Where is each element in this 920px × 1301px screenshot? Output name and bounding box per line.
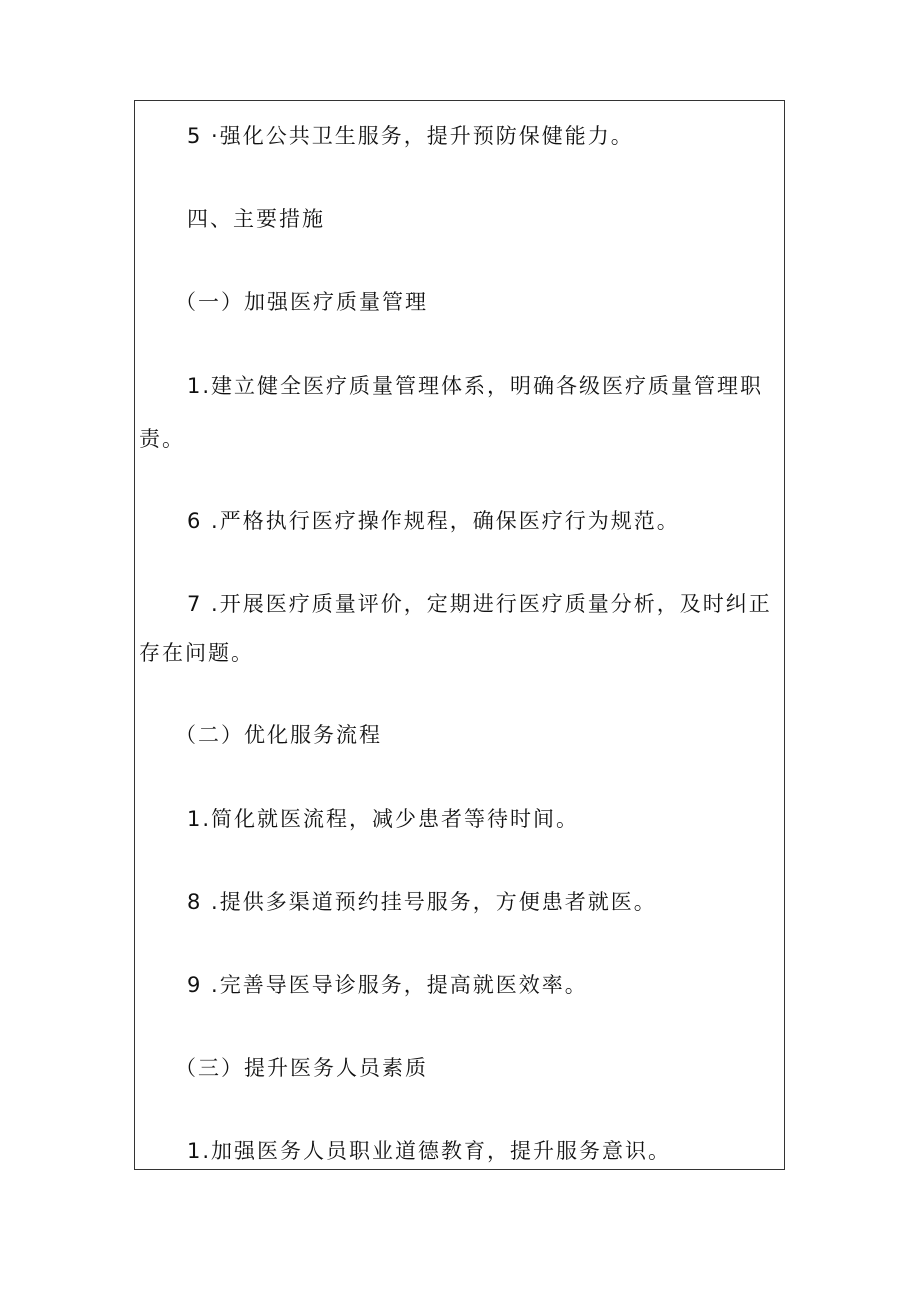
subsection-heading: （二）优化服务流程 <box>175 723 382 747</box>
subsection-heading: （一）加强医疗质量管理 <box>175 290 428 314</box>
list-item: 1.加强医务人员职业道德教育，提升服务意识。 <box>187 1139 672 1163</box>
list-item: 1.建立健全医疗质量管理体系，明确各级医疗质量管理职 <box>187 374 764 398</box>
list-item: 7 .开展医疗质量评价，定期进行医疗质量分析，及时纠正 <box>187 592 772 616</box>
document-frame <box>134 100 785 1170</box>
list-item: 8 .提供多渠道预约挂号服务，方便患者就医。 <box>187 890 657 914</box>
list-item: 1.简化就医流程，减少患者等待时间。 <box>187 807 580 831</box>
list-item-continuation: 责。 <box>139 427 185 451</box>
section-heading: 四、主要措施 <box>187 207 325 231</box>
list-item: 9 .完善导医导诊服务，提高就医效率。 <box>187 973 588 997</box>
list-item-continuation: 存在问题。 <box>139 641 254 665</box>
list-item: 6 .严格执行医疗操作规程，确保医疗行为规范。 <box>187 509 680 533</box>
subsection-heading: （三）提升医务人员素质 <box>175 1056 428 1080</box>
list-item: 5 ·强化公共卫生服务，提升预防保健能力。 <box>187 124 634 148</box>
